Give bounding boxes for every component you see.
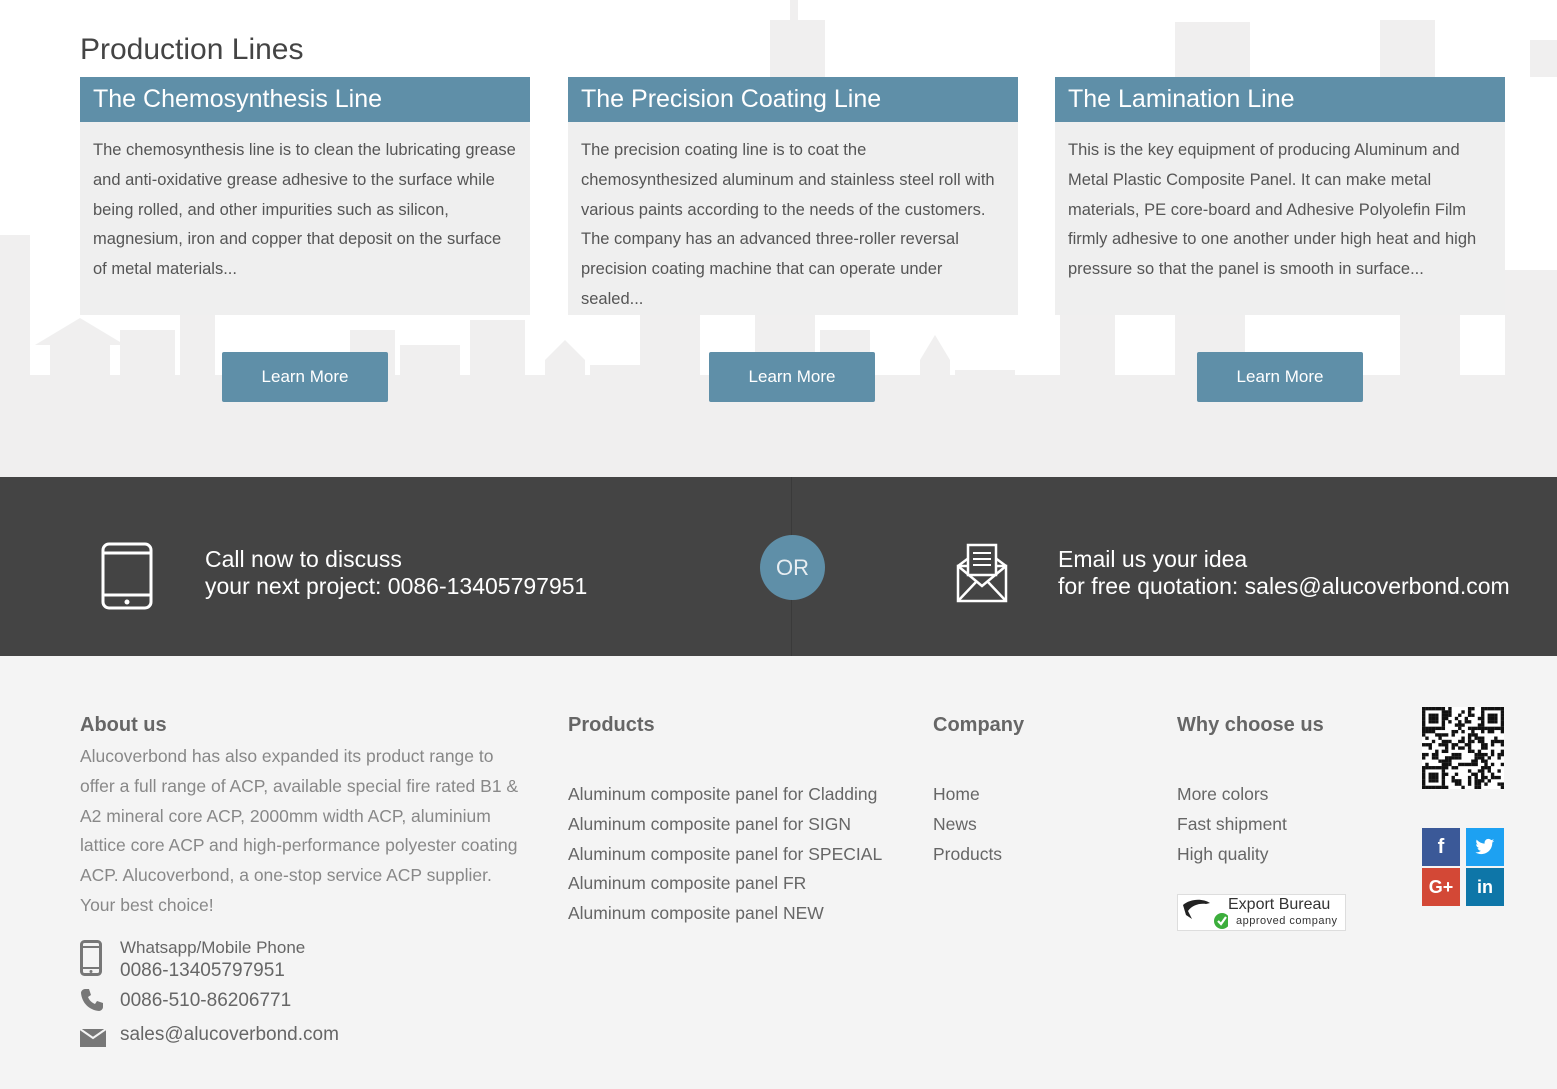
email-address[interactable]: sales@alucoverbond.com [120, 1024, 339, 1045]
or-badge: OR [760, 535, 825, 600]
whatsapp-label: Whatsapp/Mobile Phone [120, 938, 306, 957]
card-description: This is the key equipment of producing Aluminum and Metal Plastic Composite Panel. It can make metal materials, PE core-board and Adhesive Polyolefin Film firmly adhesive to one another under high heat and high pressure so that the panel is smooth in surface... [1068, 141, 1477, 279]
company-link-products[interactable]: Products [933, 843, 1003, 864]
mail-icon [80, 1025, 106, 1047]
email-cta [1058, 546, 1510, 600]
why-item-quality[interactable]: High quality [1177, 843, 1269, 864]
products-link-special[interactable]: Aluminum composite panel for SPECIAL [568, 843, 883, 864]
production-lines-section [0, 0, 1557, 477]
call-cta-phone[interactable]: your next project: 0086-13405797951 [205, 573, 588, 599]
company-list [933, 780, 1002, 869]
products-list [568, 780, 882, 929]
phone-info [80, 988, 291, 1014]
call-cta [205, 546, 587, 600]
twitter-icon[interactable] [1466, 828, 1504, 866]
products-heading: Products [568, 714, 655, 736]
export-badge-line2: approved company [1236, 915, 1338, 927]
whatsapp-info [80, 938, 305, 984]
card-precision-coating-line [568, 77, 1018, 315]
card-description: The precision coating line is to coat the chemosynthesized aluminum and stainless steel roll with various paints according to the needs of the customers. The company has an advanced three-roller reversal precision coating machine that can operate under sealed... [581, 141, 995, 308]
eagle-logo-icon [1180, 895, 1228, 931]
export-badge-line1: Export Bureau [1228, 896, 1331, 913]
why-item-colors[interactable]: More colors [1177, 784, 1269, 804]
phone-number[interactable]: 0086-510-86206771 [120, 990, 292, 1011]
learn-more-button-chemosynthesis[interactable]: Learn More [222, 352, 388, 402]
qr-code-image [1422, 707, 1504, 789]
googleplus-glyph: G+ [1428, 877, 1454, 897]
tablet-icon [101, 542, 153, 610]
email-cta-line1: Email us your idea [1058, 546, 1248, 572]
call-cta-line1: Call now to discuss [205, 546, 402, 572]
about-heading: About us [80, 714, 167, 736]
section-title: Production Lines [80, 33, 304, 66]
company-link-home[interactable]: Home [933, 784, 980, 804]
card-title: The Lamination Line [1055, 77, 1505, 122]
learn-more-button-lamination[interactable]: Learn More [1197, 352, 1363, 402]
card-title: The Chemosynthesis Line [80, 77, 530, 122]
telephone-icon [80, 988, 104, 1012]
contact-bar [0, 477, 1557, 656]
products-link-new[interactable]: Aluminum composite panel NEW [568, 903, 824, 924]
footer [0, 656, 1557, 1089]
about-text: Alucoverbond has also expanded its product range to offer a full range of ACP, available special fire rated B1 & A2 mineral core ACP, 2000mm width ACP, aluminium lattice core ACP and high-performance polyester coating ACP. Alucoverbond, a one-stop service ACP supplier. Your best choice! [80, 746, 519, 915]
card-chemosynthesis-line [80, 77, 530, 315]
company-link-news[interactable]: News [933, 813, 977, 834]
whatsapp-number[interactable]: 0086-13405797951 [120, 960, 285, 981]
facebook-icon[interactable] [1422, 828, 1460, 866]
card-title: The Precision Coating Line [568, 77, 1018, 122]
products-link-fr[interactable]: Aluminum composite panel FR [568, 873, 807, 894]
card-description: The chemosynthesis line is to clean the lubricating grease and anti-oxidative grease adhesive to the surface while being rolled, and other impurities such as silicon, magnesium, iron and copper that deposit on the surface of metal materials... [93, 141, 516, 279]
email-cta-address[interactable]: for free quotation: sales@alucoverbond.com [1058, 573, 1510, 599]
facebook-glyph: f [1437, 836, 1445, 858]
googleplus-icon[interactable] [1422, 868, 1460, 906]
linkedin-glyph: in [1477, 877, 1493, 897]
why-heading: Why choose us [1177, 714, 1324, 736]
card-lamination-line [1055, 77, 1505, 315]
email-info [80, 1022, 339, 1048]
twitter-bird-icon [1475, 838, 1495, 856]
why-item-shipment[interactable]: Fast shipment [1177, 813, 1287, 834]
company-heading: Company [933, 714, 1025, 736]
why-list [1177, 780, 1287, 869]
linkedin-icon[interactable] [1466, 868, 1504, 906]
products-link-cladding[interactable]: Aluminum composite panel for Cladding [568, 784, 878, 804]
products-link-sign[interactable]: Aluminum composite panel for SIGN [568, 813, 852, 834]
learn-more-button-precision-coating[interactable]: Learn More [709, 352, 875, 402]
export-bureau-badge[interactable] [1177, 894, 1346, 931]
mobile-phone-icon [80, 940, 102, 976]
envelope-letter-icon [955, 542, 1009, 604]
